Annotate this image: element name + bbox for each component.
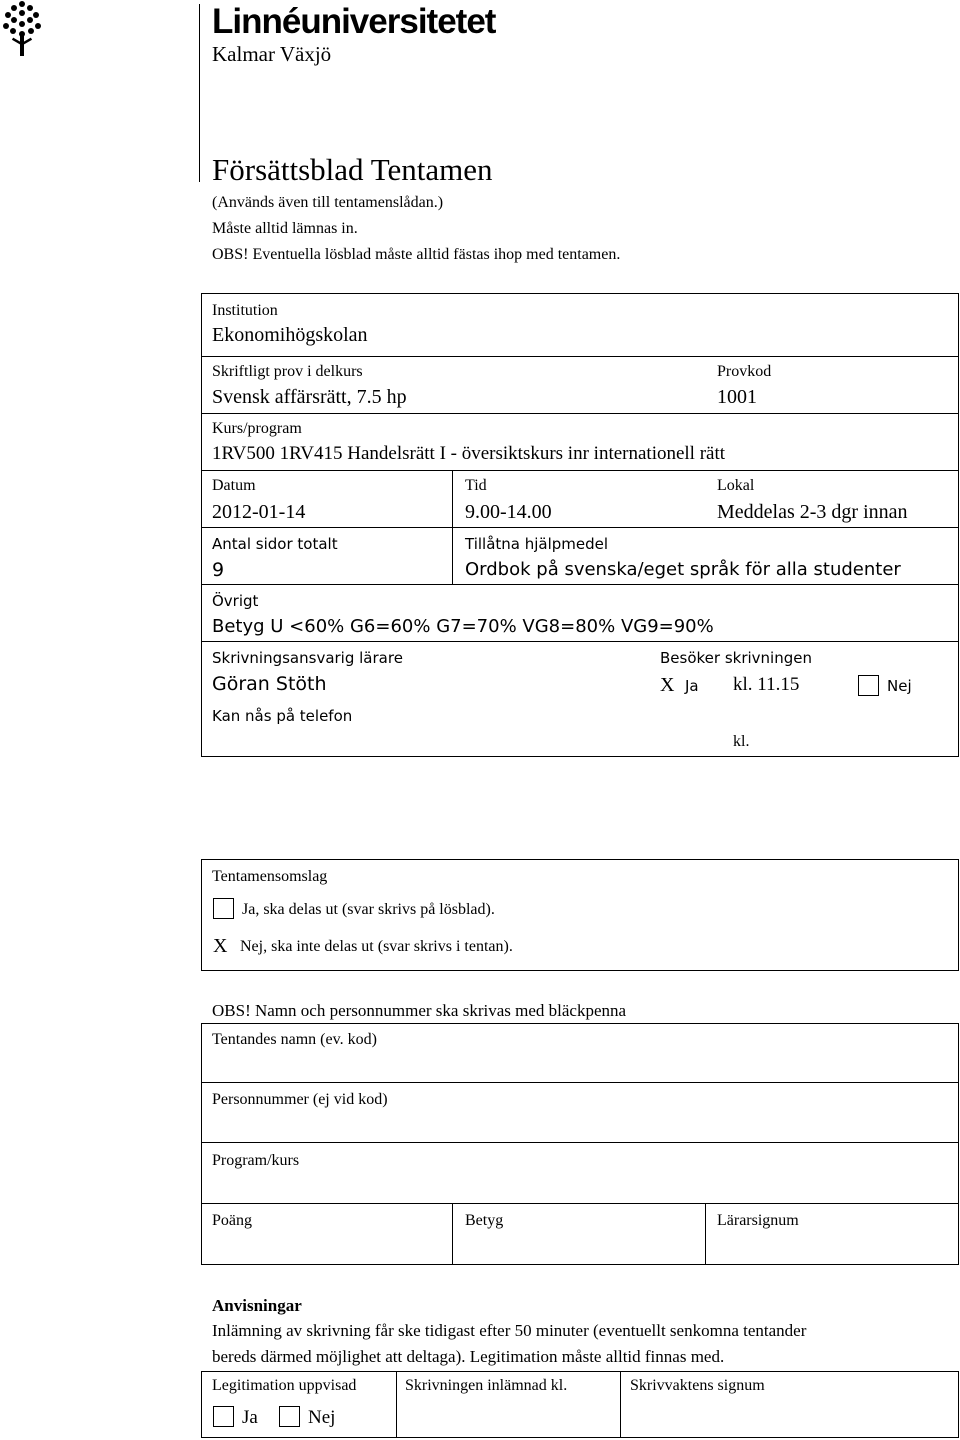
id-yes-checkbox[interactable] <box>213 1406 234 1427</box>
omslag-yes-label: Ja, ska delas ut (svar skrivs på lösblad). <box>242 901 495 918</box>
visit-no-label: Nej <box>887 677 912 695</box>
id-no-label: Nej <box>308 1407 336 1428</box>
ink-notice: OBS! Namn och personnummer ska skrivas med bläckpenna <box>212 1001 627 1020</box>
program-field[interactable] <box>202 1173 958 1202</box>
phone-label: Kan nås på telefon <box>212 707 353 725</box>
aids-label: Tillåtna hjälpmedel <box>465 535 609 553</box>
exam-label: Skriftligt prov i delkurs <box>212 363 363 380</box>
points-label: Poäng <box>212 1212 252 1229</box>
phone-time-label: kl. <box>733 733 750 750</box>
provkod-value: 1001 <box>717 386 757 408</box>
institution-value: Ekonomihögskolan <box>212 324 368 346</box>
id-yes-label: Ja <box>242 1407 258 1428</box>
omslag-no-mark[interactable]: X <box>213 935 228 957</box>
program-field-label: Program/kurs <box>212 1152 300 1169</box>
name-field-label: Tentandes namn (ev. kod) <box>212 1031 377 1048</box>
omslag-no-label: Nej, ska inte delas ut (svar skrivs i tentan). <box>240 938 513 955</box>
visit-label: Besöker skrivningen <box>660 649 812 667</box>
university-cities: Kalmar Växjö <box>212 42 332 66</box>
lokal-value: Meddelas 2-3 dgr innan <box>717 501 908 523</box>
teacher-value: Göran Stöth <box>212 673 327 695</box>
name-field[interactable] <box>202 1052 958 1081</box>
other-label: Övrigt <box>212 592 259 610</box>
university-logo-icon <box>2 0 42 58</box>
pnr-field-label: Personnummer (ej vid kod) <box>212 1091 388 1108</box>
instructions-line-2: bereds därmed möjlighet att deltaga). Legitimation måste alltid finnas med. <box>212 1347 725 1366</box>
page-title: Försättsblad Tentamen <box>212 152 493 187</box>
omslag-yes-checkbox[interactable] <box>213 898 234 919</box>
teacher-label: Skrivningsansvarig lärare <box>212 649 403 667</box>
intro-line-1: (Används även till tentamenslådan.) <box>212 194 444 211</box>
exam-value: Svensk affärsrätt, 7.5 hp <box>212 386 407 408</box>
visit-yes-mark[interactable]: X <box>660 674 675 696</box>
instructions-title: Anvisningar <box>212 1296 302 1315</box>
lokal-label: Lokal <box>717 477 755 494</box>
other-value: Betyg U <60% G6=60% G7=70% VG8=80% VG9=90% <box>212 616 714 637</box>
grade-label: Betyg <box>465 1212 504 1229</box>
university-name: Linnéuniversitetet <box>212 2 496 41</box>
omslag-label: Tentamensomslag <box>212 868 328 885</box>
intro-line-3: OBS! Eventuella lösblad måste alltid fästas ihop med tentamen. <box>212 246 621 263</box>
id-no-checkbox[interactable] <box>279 1406 300 1427</box>
pages-label: Antal sidor totalt <box>212 535 338 553</box>
provkod-label: Provkod <box>717 363 772 380</box>
guard-signature-label: Skrivvaktens signum <box>630 1377 765 1394</box>
institution-label: Institution <box>212 302 278 319</box>
datum-value: 2012-01-14 <box>212 501 306 523</box>
visit-time: kl. 11.15 <box>733 674 800 695</box>
pages-value: 9 <box>212 559 225 581</box>
course-value: 1RV500 1RV415 Handelsrätt I - översiktskurs inr internationell rätt <box>212 443 726 464</box>
tid-label: Tid <box>465 477 487 494</box>
datum-label: Datum <box>212 477 256 494</box>
visit-no-checkbox[interactable] <box>858 675 879 696</box>
intro-line-2: Måste alltid lämnas in. <box>212 220 358 237</box>
header-divider <box>199 4 200 182</box>
course-label: Kurs/program <box>212 420 302 437</box>
id-shown-label: Legitimation uppvisad <box>212 1377 357 1394</box>
submitted-time-label: Skrivningen inlämnad kl. <box>405 1377 568 1394</box>
pnr-field[interactable] <box>202 1112 958 1141</box>
instructions-line-1: Inlämning av skrivning får ske tidigast efter 50 minuter (eventuellt senkomna tentander <box>212 1321 807 1340</box>
visit-yes-label: Ja <box>685 677 699 695</box>
aids-value: Ordbok på svenska/eget språk för alla studenter <box>465 559 901 580</box>
teacher-signature-label: Lärarsignum <box>717 1212 799 1229</box>
tid-value: 9.00-14.00 <box>465 501 552 523</box>
